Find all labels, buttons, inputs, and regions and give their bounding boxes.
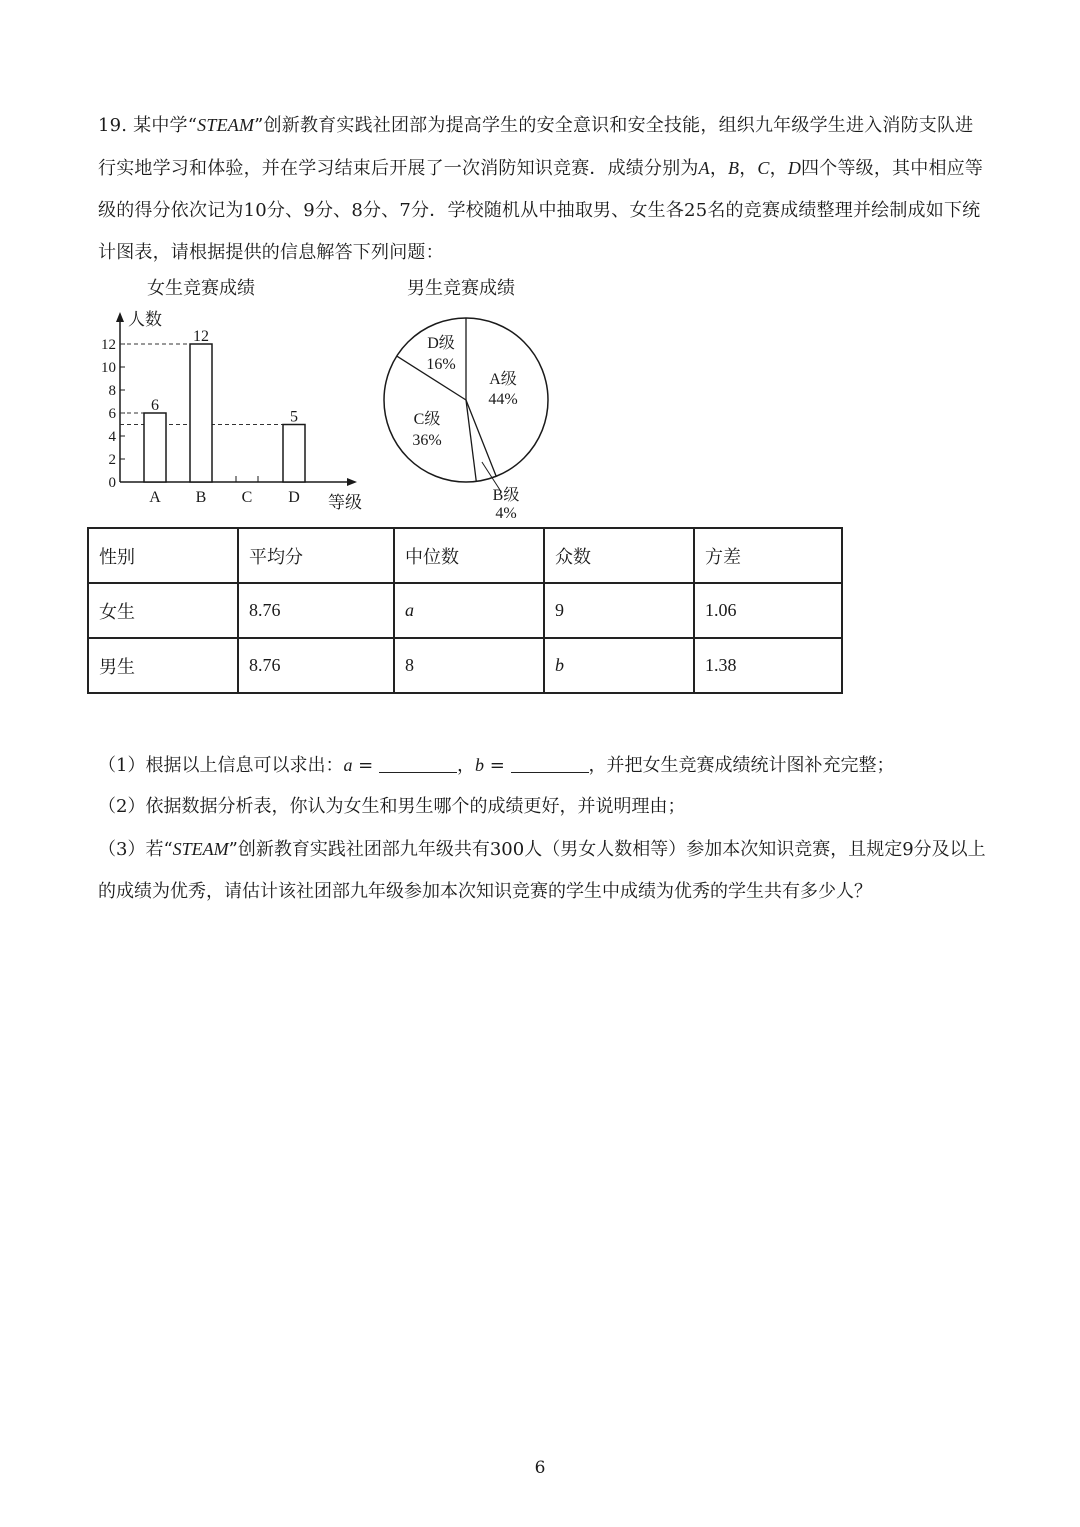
table-cell: 女生 (88, 583, 238, 638)
table-header-row (88, 528, 842, 583)
y-tick-label: 8 (108, 383, 116, 399)
x-tick-label: A (149, 489, 161, 506)
pie-chart-title: 男生竞赛成绩 (407, 278, 515, 298)
bar-data-label: 12 (193, 328, 209, 345)
table-cell: 9 (544, 583, 694, 638)
charts-figure (95, 270, 575, 525)
x-axis-arrow (347, 478, 357, 486)
table-header-cell: 众数 (544, 528, 694, 583)
table-row (88, 583, 842, 638)
problem-number: 19. (98, 115, 128, 136)
pie-slice-percent: 4% (495, 505, 517, 522)
bar-chart-title: 女生竞赛成绩 (147, 278, 255, 298)
table-cell: 1.38 (694, 638, 842, 693)
y-tick-label: 0 (108, 475, 116, 491)
bar-data-label: 5 (290, 408, 298, 426)
pie-slice-label: A级 (489, 371, 517, 388)
y-tick-label: 4 (108, 429, 116, 445)
table-header-cell: 性别 (88, 528, 238, 583)
pie-slice-percent: 36% (412, 432, 442, 449)
table-cell: a (394, 583, 544, 638)
pie-slice-label: B级 (492, 487, 520, 504)
table-header-cell: 中位数 (394, 528, 544, 583)
bar-A (144, 413, 166, 482)
figure-area (95, 270, 575, 529)
pie-slice-label: C级 (413, 411, 441, 428)
y-tick-label: 6 (108, 406, 116, 422)
x-tick-label: C (241, 489, 253, 506)
y-tick-label: 10 (101, 360, 116, 376)
question-3: （3）若“STEAM”创新教育实践社团部九年级共有300人（男女人数相等）参加本次知识竞赛，且规定9分及以上的成绩为优秀，请估计该社团部九年级参加本次知识竞赛的学生中成绩为优秀的学生共有多少人？ (98, 839, 986, 902)
answer-blank-a[interactable] (379, 754, 457, 773)
stats-table (87, 527, 843, 694)
table-row (88, 638, 842, 693)
table-cell: 8.76 (238, 638, 394, 693)
table-header-cell: 平均分 (238, 528, 394, 583)
table-cell: b (544, 638, 694, 693)
pie-slice-percent: 44% (488, 391, 518, 408)
bar-data-label: 6 (151, 397, 159, 414)
x-tick-label: D (288, 489, 300, 506)
y-tick-label: 12 (101, 337, 116, 353)
pie-slice-label: D级 (427, 335, 455, 352)
answer-blank-b[interactable] (511, 754, 589, 773)
bar-D (283, 425, 305, 483)
bar-B (190, 344, 212, 482)
problem-statement: 19. 某中学“STEAM”创新教育实践社团部为提高学生的安全意识和安全技能，组织九年级学生进入消防支队进行实地学习和体验，并在学习结束后开展了一次消防知识竞赛．成绩分别为A，B，C，D四个等级，其中相应等级的得分依次记为10分、9分、8分、7分．学校随机从中抽取男、女生各25名的竞赛成绩整理并绘制成如下统计图表，请根据提供的信息解答下列问题： (98, 115, 984, 263)
table-header-cell: 方差 (694, 528, 842, 583)
steam-term: STEAM (197, 115, 255, 135)
page-number: 6 (534, 1458, 546, 1478)
table-cell: 1.06 (694, 583, 842, 638)
table-cell: 8.76 (238, 583, 394, 638)
x-axis-label: 等级 (328, 493, 362, 512)
pie-slice-percent: 16% (426, 356, 456, 373)
question-1: （1）根据以上信息可以求出：a = ，b = ，并把女生竞赛成绩统计图补充完整； (98, 755, 895, 776)
table-cell: 男生 (88, 638, 238, 693)
x-tick-label: B (195, 489, 207, 506)
table-cell: 8 (394, 638, 544, 693)
y-axis-label: 人数 (128, 310, 162, 329)
y-axis-arrow (116, 312, 124, 322)
y-tick-label: 2 (108, 452, 116, 468)
question-2: （2）依据数据分析表，你认为女生和男生哪个的成绩更好，并说明理由； (98, 796, 686, 817)
